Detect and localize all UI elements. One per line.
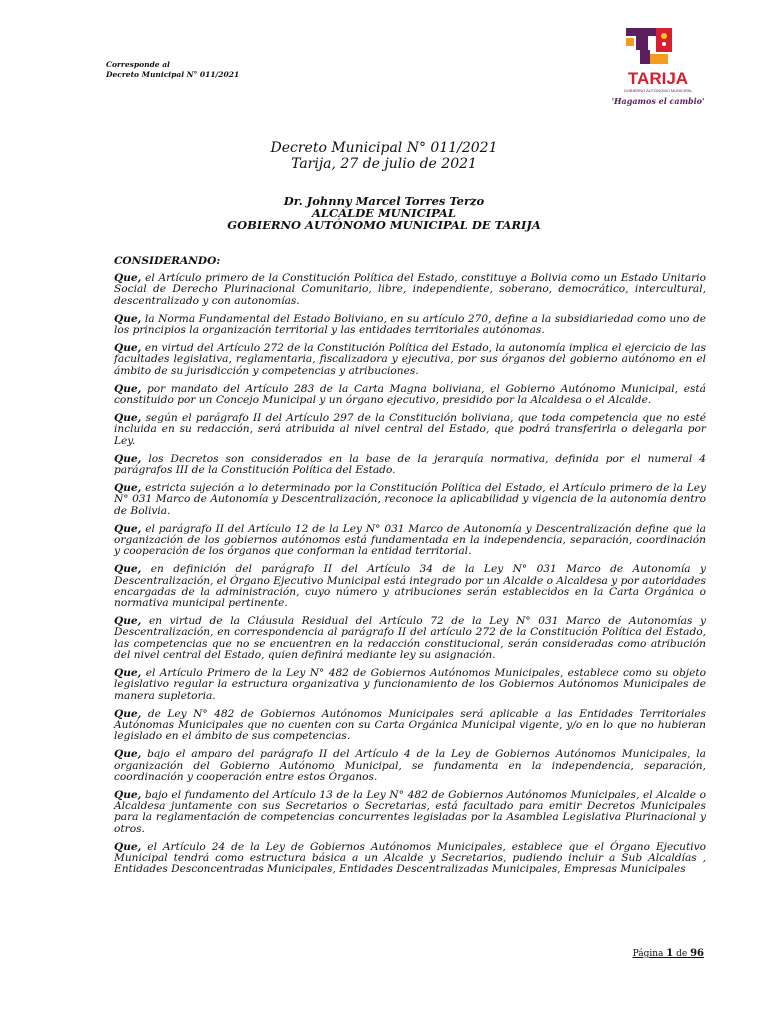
decree-reference <box>106 60 239 80</box>
paragraph-lead: Que, <box>114 748 142 761</box>
considerando-paragraph <box>114 454 706 476</box>
paragraph-lead: Que, <box>114 707 142 720</box>
paragraph-text: el Artículo primero de la Constitución Política del Estado, constituye a Bolivia como un Estado Unitario Social de Derecho Plurinacional Comunitario, libre, independiente, soberano, democrático, intercultural, descentralizado y con autonomías. <box>114 272 706 307</box>
considerando-paragraph <box>114 668 706 702</box>
decree-title <box>0 140 768 172</box>
considerando-paragraph <box>114 790 706 835</box>
paragraph-text: por mandato del Artículo 283 de la Carta Magna boliviana, el Gobierno Autónomo Municipal, está constituido por un Concejo Municipal y un órgano ejecutivo, presidido por la Alcaldesa o el Alcalde. <box>114 382 706 407</box>
paragraph-text: bajo el amparo del parágrafo II del Artículo 4 de la Ley de Gobiernos Autónomos Municipales, la organización del Gobierno Autónomo Municipal, se fundamenta en la independencia, separación, coordinación y cooperación entre estos Órganos. <box>114 748 706 783</box>
paragraph-lead: Que, <box>114 667 142 680</box>
considerando-heading: CONSIDERANDO: <box>114 255 221 267</box>
paragraph-text: bajo el fundamento del Artículo 13 de la Ley N° 482 de Gobiernos Autónomos Municipales, el Alcalde o Alcaldesa juntamente con sus Secretarios o Secretarias, está facultado para emitir Decretos Municipales para la reglamentación de competencias concurrentes legisladas por la Asamblea Legislativa Plurinacional y otros. <box>114 788 706 835</box>
paragraph-lead: Que, <box>114 412 142 425</box>
paragraph-text: la Norma Fundamental del Estado Boliviano, en su artículo 270, define a la subsidiariedad como uno de los principios la organización territorial y las entidades territoriales autónomas. <box>114 312 706 337</box>
paragraph-lead: Que, <box>114 312 142 325</box>
considerando-paragraph <box>114 749 706 783</box>
considerando-paragraph <box>114 524 706 558</box>
paragraph-text: el Artículo 24 de la Ley de Gobiernos Autónomos Municipales, establece que el Órgano Ejecutivo Municipal tendrá como estructura básica a un Alcalde y Secretarios, pudiendo incluir a Sub Alcaldías , Entidades Desconcentradas Municipales, Entidades Descentralizadas Municipales, Empresas Municipales <box>114 840 706 876</box>
paragraph-lead: Que, <box>114 840 142 853</box>
paragraph-lead: Que, <box>114 342 142 355</box>
reference-line-1: Corresponde al <box>106 60 170 69</box>
considerando-paragraph <box>114 842 706 876</box>
page-label: Página <box>632 949 664 959</box>
paragraph-text: en virtud de la Cláusula Residual del Artículo 72 de la Ley N° 031 Marco de Autonomías y Descentralización, en correspondencia al parágrafo II del artículo 272 de la Constitución Política del Estado, las competencias que no se encuentren en la redacción constitucional, serán consideradas como atribución del nivel central del Estado, quien definirá mediante ley su asignación. <box>114 615 706 661</box>
issuer-entity: GOBIERNO AUTÓNOMO MUNICIPAL DE TARIJA <box>227 218 541 232</box>
paragraph-text: según el parágrafo II del Artículo 297 de la Constitución boliviana, que toda competencia que no esté incluida en su redacción, será atribuida al nivel central del Estado, que podrá transferirla o delegarla por Ley. <box>114 412 706 447</box>
considerando-paragraph <box>114 483 706 517</box>
logo-slogan: "Hagamos el cambio" <box>612 96 704 106</box>
considerando-paragraph <box>114 384 706 406</box>
considerando-paragraph <box>114 616 706 661</box>
paragraph-text: estricta sujeción a lo determinado por la Constitución Política del Estado, el Artículo primero de la Ley N° 031 Marco de Autonomía y Descentralización, reconoce la aplicabilidad y vigencia de la autonomía dentro de Bolivia. <box>114 482 706 517</box>
tarija-logo <box>612 24 704 114</box>
tarija-emblem-icon <box>612 24 704 114</box>
considerando-paragraph <box>114 709 706 743</box>
paragraph-lead: Que, <box>114 788 142 801</box>
paragraph-text: de Ley N° 482 de Gobiernos Autónomos Municipales será aplicable a las Entidades Territoriales Autónomas Municipales que no cuenten con su Carta Orgánica Municipal vigente, y/o en lo que no hubieran legislado en el ámbito de sus competencias. <box>114 707 706 743</box>
considerando-paragraph <box>114 273 706 307</box>
paragraph-text: los Decretos son considerados en la base de la jerarquía normativa, definida por el numeral 4 parágrafos III de la Constitución Política del Estado. <box>114 452 706 477</box>
paragraph-text: en definición del parágrafo II del Artículo 34 de la Ley N° 031 Marco de Autonomía y Descentralización, el Órgano Ejecutivo Municipal está integrado por un Alcalde o Alcaldesa y por autoridades encargadas de la administración, cuyo número y atribuciones serán establecidos en la Carta Orgánica o normativa municipal pertinente. <box>114 563 706 610</box>
page-total: 96 <box>690 948 704 959</box>
logo-name: TARIJA <box>627 69 689 88</box>
considerando-paragraph <box>114 343 706 377</box>
paragraph-lead: Que, <box>114 382 142 395</box>
page-number: 1 <box>666 948 674 959</box>
paragraph-text: el parágrafo II del Artículo 12 de la Ley N° 031 Marco de Autonomía y Descentralización define que la organización de los gobiernos autónomos está fundamentada en la independencia, separación, coordinación y cooperación de los órganos que conforman la entidad territorial. <box>114 522 706 558</box>
issuer-role: ALCALDE MUNICIPAL <box>312 206 456 220</box>
decree-date: Tarija, 27 de julio de 2021 <box>291 156 477 172</box>
paragraph-lead: Que, <box>114 482 142 495</box>
paragraph-lead: Que, <box>114 272 142 285</box>
paragraph-lead: Que, <box>114 563 142 576</box>
considerando-paragraph <box>114 413 706 447</box>
page-of: de <box>676 949 688 959</box>
considerando-paragraph <box>114 314 706 336</box>
reference-line-2: Decreto Municipal N° 011/2021 <box>106 70 240 79</box>
document-body <box>114 256 706 882</box>
paragraph-text: el Artículo Primero de la Ley N° 482 de Gobiernos Autónomos Municipales, establece como su objeto legislativo regular la estructura organizativa y funcionamiento de los Gobiernos Autónomos Municipales de manera supletoria. <box>114 667 706 702</box>
logo-subtitle: GOBIERNO AUTÓNOMO MUNICIPAL <box>623 88 693 93</box>
paragraph-list <box>114 273 706 875</box>
issuer-name: Dr. Johnny Marcel Torres Terzo <box>283 194 485 208</box>
decree-number: Decreto Municipal N° 011/2021 <box>270 140 498 156</box>
paragraph-lead: Que, <box>114 615 142 628</box>
paragraph-lead: Que, <box>114 522 142 535</box>
considerando-paragraph <box>114 564 706 609</box>
issuer-block <box>0 195 768 231</box>
page-footer <box>633 948 704 959</box>
paragraph-lead: Que, <box>114 452 142 465</box>
paragraph-text: en virtud del Artículo 272 de la Constitución Política del Estado, la autonomía implica el ejercicio de las facultades legislativa, reglamentaria, fiscalizadora y ejecutiva, por sus órganos del gobierno autónomo en el ámbito de su jurisdicción y competencias y atribuciones. <box>114 342 706 377</box>
